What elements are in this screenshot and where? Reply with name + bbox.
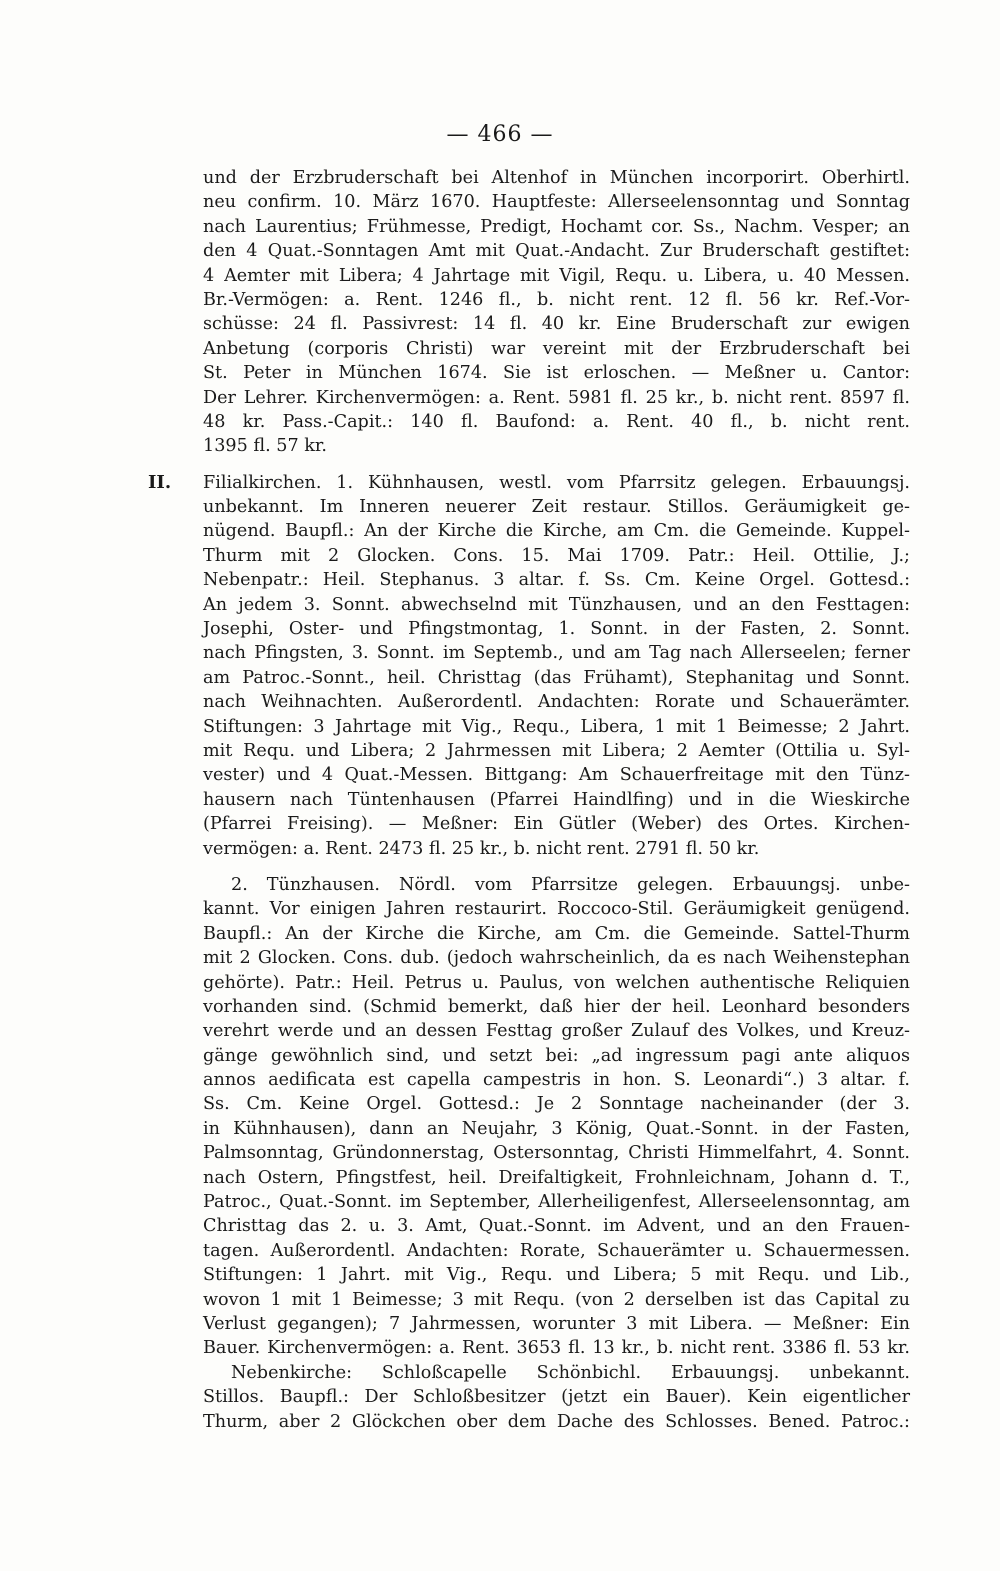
paragraph-bruderschaft: [203, 166, 910, 459]
text-line: kannt. Vor einigen Jahren restaurirt. Roccoco-Stil. Geräumigkeit genügend.: [203, 899, 910, 920]
text-line: 4 Aemter mit Libera; 4 Jahrtage mit Vigil, Requ. u. Libera, u. 40 Messen.: [203, 265, 910, 286]
section-marker: II.: [148, 471, 172, 493]
text-line: vorhanden sind. (Schmid bemerkt, daß hier der heil. Leonhard besonders: [203, 996, 910, 1017]
text-line: Thurm mit 2 Glocken. Cons. 15. Mai 1709. Patr.: Heil. Ottilie, J.;: [203, 545, 910, 566]
text-line: An jedem 3. Sonnt. abwechselnd mit Tünzhausen, und an den Festtagen:: [203, 594, 910, 615]
text-line: 48 kr. Pass.-Capit.: 140 fl. Baufond: a. Rent. 40 fl., b. nicht rent.: [203, 411, 910, 432]
text-line: Anbetung (corporis Christi) war vereint mit der Erzbruderschaft bei: [203, 338, 910, 359]
text-line: nach Laurentius; Frühmesse, Predigt, Hochamt cor. Ss., Nachm. Vesper; an: [203, 216, 910, 237]
text-line: Bauer. Kirchenvermögen: a. Rent. 3653 fl. 13 kr., b. nicht rent. 3386 fl. 53 kr.: [203, 1338, 910, 1359]
text-line: gehörte). Patr.: Heil. Petrus u. Paulus, von welchen authentische Reliquien: [203, 972, 910, 993]
text-line: Der Lehrer. Kirchenvermögen: a. Rent. 5981 fl. 25 kr., b. nicht rent. 8597 fl.: [203, 387, 910, 408]
text-line: Christtag das 2. u. 3. Amt, Quat.-Sonnt. im Advent, und an den Frauen-: [203, 1216, 910, 1237]
text-line: den 4 Quat.-Sonntagen Amt mit Quat.-Andacht. Zur Bruderschaft gestiftet:: [203, 241, 910, 262]
text-line: mit 2 Glocken. Cons. dub. (jedoch wahrscheinlich, da es nach Weihenstephan: [203, 948, 910, 969]
page-number: — 466 —: [446, 122, 554, 147]
text-line: neu confirm. 10. März 1670. Hauptfeste: Allerseelensonntag und Sonntag: [203, 192, 910, 213]
text-line: Stiftungen: 1 Jahrt. mit Vig., Requ. und Libera; 5 mit Requ. und Lib.,: [203, 1265, 910, 1286]
text-line: Filialkirchen. 1. Kühnhausen, westl. vom Pfarrsitz gelegen. Erbauungsj.: [203, 472, 910, 493]
text-line: Stiftungen: 3 Jahrtage mit Vig., Requ., Libera, 1 mit 1 Beimesse; 2 Jahrt.: [203, 716, 910, 737]
text-body: [148, 166, 910, 1434]
text-line: Baupfl.: An der Kirche die Kirche, am Cm. die Gemeinde. Sattel-Thurm: [203, 923, 910, 944]
text-line: Nebenpatr.: Heil. Stephanus. 3 altar. f. Ss. Cm. Keine Orgel. Gottesd.:: [203, 570, 910, 591]
text-line: tagen. Außerordentl. Andachten: Rorate, Schauerämter u. Schauermessen.: [203, 1240, 910, 1261]
text-line: nach Pfingsten, 3. Sonnt. im Septemb., und am Tag nach Allerseelen; ferner: [203, 643, 910, 664]
text-line: und der Erzbruderschaft bei Altenhof in München incorporirt. Oberhirtl.: [203, 168, 910, 188]
text-line: Nebenkirche: Schloßcapelle Schönbichl. Erbauungsj. unbekannt.: [231, 1362, 910, 1383]
text-line: (Pfarrei Freising). — Meßner: Ein Gütler (Weber) des Ortes. Kirchen-: [203, 814, 910, 835]
paragraph-tuenzhausen: [203, 873, 910, 1361]
paragraph-nebenkirche: [203, 1361, 910, 1434]
text-line: Stillos. Baupfl.: Der Schloßbesitzer (jetzt ein Bauer). Kein eigentlicher: [203, 1387, 910, 1408]
text-line: Br.-Vermögen: a. Rent. 1246 fl., b. nicht rent. 12 fl. 56 kr. Ref.-Vor-: [203, 289, 910, 310]
text-line: vester) und 4 Quat.-Messen. Bittgang: Am Schauerfreitage mit den Tünz-: [203, 765, 910, 786]
text-line: Ss. Cm. Keine Orgel. Gottesd.: Je 2 Sonntage nacheinander (der 3.: [203, 1094, 910, 1115]
text-line: verehrt werde und an dessen Festtag großer Zulauf des Volkes, und Kreuz-: [203, 1021, 910, 1042]
paragraph-kuehnhausen: [148, 471, 910, 861]
text-line: Patroc., Quat.-Sonnt. im September, Allerheiligenfest, Allerseelensonntag, am: [203, 1192, 910, 1213]
text-line: hausern nach Tüntenhausen (Pfarrei Haindlfing) und in die Wieskirche: [203, 789, 910, 810]
text-line: 1395 fl. 57 kr.: [203, 436, 327, 457]
text-line: nach Ostern, Pfingstfest, heil. Dreifaltigkeit, Frohnleichnam, Johann d. T.,: [203, 1167, 910, 1188]
text-line: Josephi, Oster- und Pfingstmontag, 1. Sonnt. in der Fasten, 2. Sonnt.: [203, 619, 910, 640]
text-line: unbekannt. Im Inneren neuerer Zeit restaur. Stillos. Geräumigkeit ge-: [203, 497, 910, 518]
text-line: annos aedificata est capella campestris in hon. S. Leonardi“.) 3 altar. f.: [203, 1070, 910, 1091]
text-line: Verlust gegangen); 7 Jahrmessen, worunter 3 mit Libera. — Meßner: Ein: [203, 1313, 910, 1334]
text-line: gänge gewöhnlich sind, und setzt bei: „ad ingressum pagi ante aliquos: [203, 1045, 910, 1066]
text-line: vermögen: a. Rent. 2473 fl. 25 kr., b. nicht rent. 2791 fl. 50 kr.: [203, 838, 760, 859]
text-line: St. Peter in München 1674. Sie ist erloschen. — Meßner u. Cantor:: [203, 363, 910, 384]
text-line: nach Weihnachten. Außerordentl. Andachten: Rorate und Schauerämter.: [203, 692, 910, 713]
text-line: mit Requ. und Libera; 2 Jahrmessen mit Libera; 2 Aemter (Ottilia u. Syl-: [203, 740, 910, 761]
text-line: schüsse: 24 fl. Passivrest: 14 fl. 40 kr. Eine Bruderschaft zur ewigen: [203, 314, 910, 335]
text-line: nügend. Baupfl.: An der Kirche die Kirche, am Cm. die Gemeinde. Kuppel-: [203, 521, 910, 542]
text-line: am Patroc.-Sonnt., heil. Christtag (das Frühamt), Stephanitag und Sonnt.: [203, 667, 910, 688]
text-line: wovon 1 mit 1 Beimesse; 3 mit Requ. (von 2 derselben ist das Capital zu: [203, 1289, 910, 1310]
text-line: in Kühnhausen), dann an Neujahr, 3 König, Quat.-Sonnt. in der Fasten,: [203, 1118, 910, 1139]
text-line: Thurm, aber 2 Glöckchen ober dem Dache des Schlosses. Bened. Patroc.:: [203, 1411, 910, 1432]
text-line: Palmsonntag, Gründonnerstag, Ostersonntag, Christi Himmelfahrt, 4. Sonnt.: [203, 1143, 910, 1164]
text-line: 2. Tünzhausen. Nördl. vom Pfarrsitze gelegen. Erbauungsj. unbe-: [231, 874, 910, 895]
